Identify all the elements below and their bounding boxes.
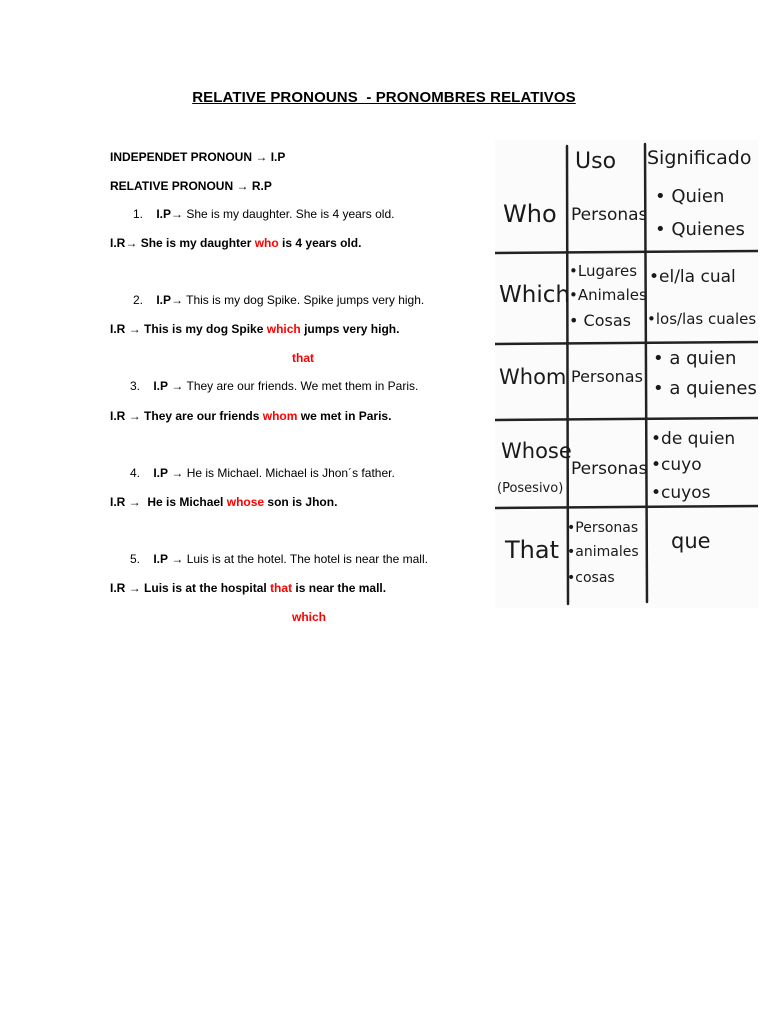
relative-pronoun: whom — [262, 409, 298, 423]
row-uso: Personas — [571, 205, 648, 225]
arrow-icon: → — [171, 466, 184, 480]
definition-abbr: I.P — [270, 150, 286, 164]
header-uso: Uso — [575, 149, 617, 174]
row-uso: Personas — [571, 367, 643, 386]
row-uso: •Personas — [567, 520, 639, 536]
handwritten-table-svg — [495, 140, 758, 608]
table-line — [495, 342, 758, 344]
arrow-icon: → — [171, 379, 184, 393]
ip-label: I.P — [156, 293, 172, 307]
row-uso: •Animales — [569, 286, 647, 304]
ip-label: I.P — [153, 379, 169, 393]
ir-after: son is Jhon. — [264, 495, 338, 509]
example-number: 1. — [133, 207, 144, 221]
ir-before: He is Michael — [147, 495, 227, 509]
ip-text: This is my dog Spike. Spike jumps very high. — [186, 293, 425, 307]
arrow-icon: → — [171, 552, 184, 566]
row-significado: •cuyo — [651, 455, 702, 475]
relative-pronoun: which — [266, 322, 301, 336]
arrow-icon: → — [128, 409, 141, 423]
ir-label: I.R — [110, 495, 126, 509]
arrow-icon: → — [128, 322, 141, 336]
row-significado: • Quienes — [655, 219, 745, 240]
example-number: 4. — [130, 466, 141, 480]
arrow-icon: → — [236, 179, 249, 193]
ir-before: They are our friends — [144, 409, 263, 423]
ir-label: I.R — [110, 409, 126, 423]
row-significado: •el/la cual — [649, 267, 736, 287]
page-title: RELATIVE PRONOUNS - PRONOMBRES RELATIVOS — [192, 89, 576, 106]
definition-label: RELATIVE PRONOUN — [110, 179, 234, 193]
row-significado: • a quienes — [653, 378, 757, 399]
row-significado: que — [671, 529, 711, 553]
row-pronoun: That — [505, 536, 559, 564]
example-3-ip — [130, 378, 418, 394]
arrow-icon: → — [171, 293, 184, 307]
row-pronoun: Which — [499, 282, 570, 308]
table-line — [495, 251, 758, 253]
definition-abbr: R.P — [251, 179, 272, 193]
row-pronoun: Who — [503, 200, 557, 228]
example-5-ip — [130, 551, 428, 567]
ir-label: I.R — [110, 236, 126, 250]
row-significado: •cuyos — [651, 483, 711, 503]
relative-pronoun: that — [270, 581, 293, 595]
handwritten-pronoun-table — [495, 140, 758, 608]
arrow-icon: → — [171, 207, 184, 221]
example-number: 5. — [130, 552, 141, 566]
example-5-ir — [110, 580, 386, 596]
ir-before: This is my dog Spike — [144, 322, 267, 336]
ir-after: is near the mall. — [292, 581, 387, 595]
ir-label: I.R — [110, 581, 126, 595]
ir-after: we met in Paris. — [297, 409, 392, 423]
definition-relative — [110, 178, 272, 194]
arrow-icon: → — [128, 495, 141, 509]
example-4-ir — [110, 494, 337, 510]
arrow-icon: → — [128, 581, 141, 595]
row-uso: •Lugares — [569, 262, 638, 280]
table-line — [495, 506, 758, 508]
row-uso: Personas — [571, 459, 648, 479]
row-pronoun-note: (Posesivo) — [497, 481, 564, 496]
definition-independent — [110, 149, 285, 165]
relative-pronoun: whose — [226, 495, 265, 509]
example-number: 3. — [130, 379, 141, 393]
ir-after: jumps very high. — [300, 322, 400, 336]
row-uso: • Cosas — [569, 311, 631, 330]
ip-label: I.P — [153, 466, 169, 480]
ip-text: They are our friends. We met them in Paris. — [186, 379, 419, 393]
ip-label: I.P — [156, 207, 172, 221]
example-1-ir — [110, 235, 361, 251]
example-2-ip — [133, 292, 424, 308]
relative-pronoun: who — [254, 236, 279, 250]
row-significado: • Quien — [655, 186, 725, 207]
arrow-icon: → — [125, 236, 138, 250]
alternative-pronoun: which — [292, 610, 327, 624]
row-uso: •animales — [567, 544, 639, 560]
row-pronoun: Whose — [501, 439, 572, 463]
ip-label: I.P — [153, 552, 169, 566]
ir-label: I.R — [110, 322, 126, 336]
row-significado: • a quien — [653, 348, 737, 369]
alternative-pronoun: that — [292, 351, 314, 365]
row-significado: •los/las cuales — [647, 310, 757, 328]
row-pronoun: Whom — [499, 365, 567, 389]
ir-after: is 4 years old. — [278, 236, 362, 250]
table-line — [495, 418, 758, 420]
ir-before: Luis is at the hospital — [144, 581, 271, 595]
ip-text: Luis is at the hotel. The hotel is near the mall. — [186, 552, 428, 566]
header-significado: Significado — [647, 147, 752, 169]
ip-text: He is Michael. Michael is Jhon´s father. — [186, 466, 395, 480]
example-3-ir — [110, 408, 391, 424]
ip-text: She is my daughter. She is 4 years old. — [186, 207, 395, 221]
ir-before: She is my daughter — [140, 236, 255, 250]
row-significado: •de quien — [651, 429, 736, 449]
example-1-ip — [133, 206, 394, 222]
example-4-ip — [130, 465, 395, 481]
arrow-icon: → — [255, 150, 268, 164]
definition-label: INDEPENDET PRONOUN — [110, 150, 253, 164]
example-2-ir — [110, 321, 399, 337]
example-number: 2. — [133, 293, 144, 307]
row-uso: •cosas — [567, 570, 615, 586]
